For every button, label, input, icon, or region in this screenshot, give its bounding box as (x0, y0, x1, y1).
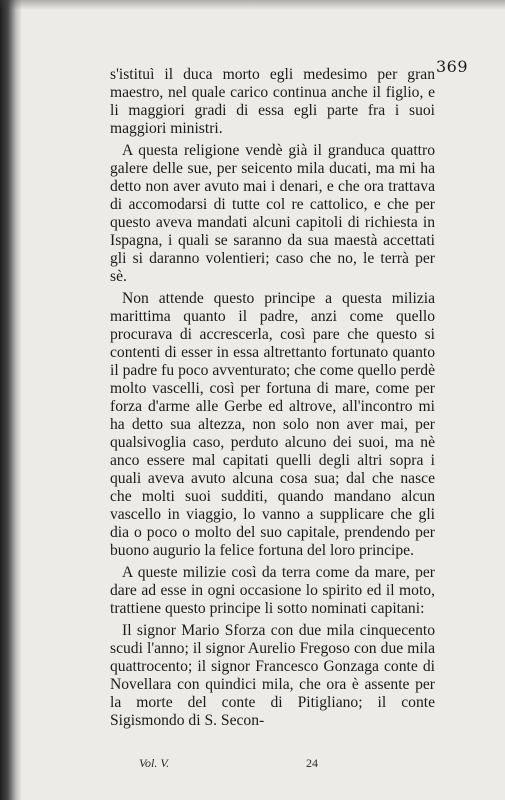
body-text (110, 66, 435, 730)
paragraph-2: A questa religione vendè già il granduca quattro galere delle sue, per seicento mila ducati, ma mi ha detto non aver avuto mai i denari, e che ora trattava di accomodarsi di tutte col re cattolico, e che per questo aveva mandati alcuni capitoli di richiesta in Ispagna, i quali se saranno da sua maestà accettati gli si daranno volentieri; caso che no, le terrà per sè. (110, 142, 435, 285)
paragraph-3: Non attende questo principe a questa milizia marittima quanto il padre, anzi come quello procurava di accrescerla, così pare che questo si contenti di esser in essa altrettanto fortunato quanto il padre fu poco avventurato; che come quello perdè molto vascelli, così per fortuna di mare, come per forza d'arme alle Gerbe ed altrove, all'incontro mi ha detto sua altezza, non solo non aver mai, per qualsivoglia caso, perduto alcuno dei suoi, ma nè anco essere mal capitati quelli degli altri sopra i quali aveva avuto alcuna cosa sua; dal che nasce che molti suoi sudditi, quando mandano alcun vascello in viaggio, lo vanno a supplicare che gli dia o poco o molto del suo capitale, prendendo per buono augurio la felice fortuna del loro principe. (110, 290, 435, 559)
paragraph-4: A queste milizie così da terra come da mare, per dare ad esse in ogni occasione lo spirito ed il moto, trattiene questo principe li sotto nominati capitani: (110, 564, 435, 617)
binding-gutter-shadow (0, 0, 22, 800)
page-number: 369 (436, 57, 469, 76)
signature-mark: 24 (306, 756, 318, 770)
volume-footer: Vol. V. (139, 756, 170, 770)
page-top-shadow (0, 0, 505, 10)
paragraph-5: Il signor Mario Sforza con due mila cinquecento scudi l'anno; il signor Aurelio Fregoso con due mila quattrocento; il signor Francesco Gonzaga conte di Novellara con quindici mila, che ora è assente per la morte del conte di Pitigliano; il conte Sigismondo di S. Secon- (110, 622, 435, 729)
paragraph-1: s'istituì il duca morto egli medesimo per gran maestro, nel quale carico continua anche il figlio, e li maggiori gradi di essa egli parte fra i suoi maggiori ministri. (110, 66, 435, 137)
